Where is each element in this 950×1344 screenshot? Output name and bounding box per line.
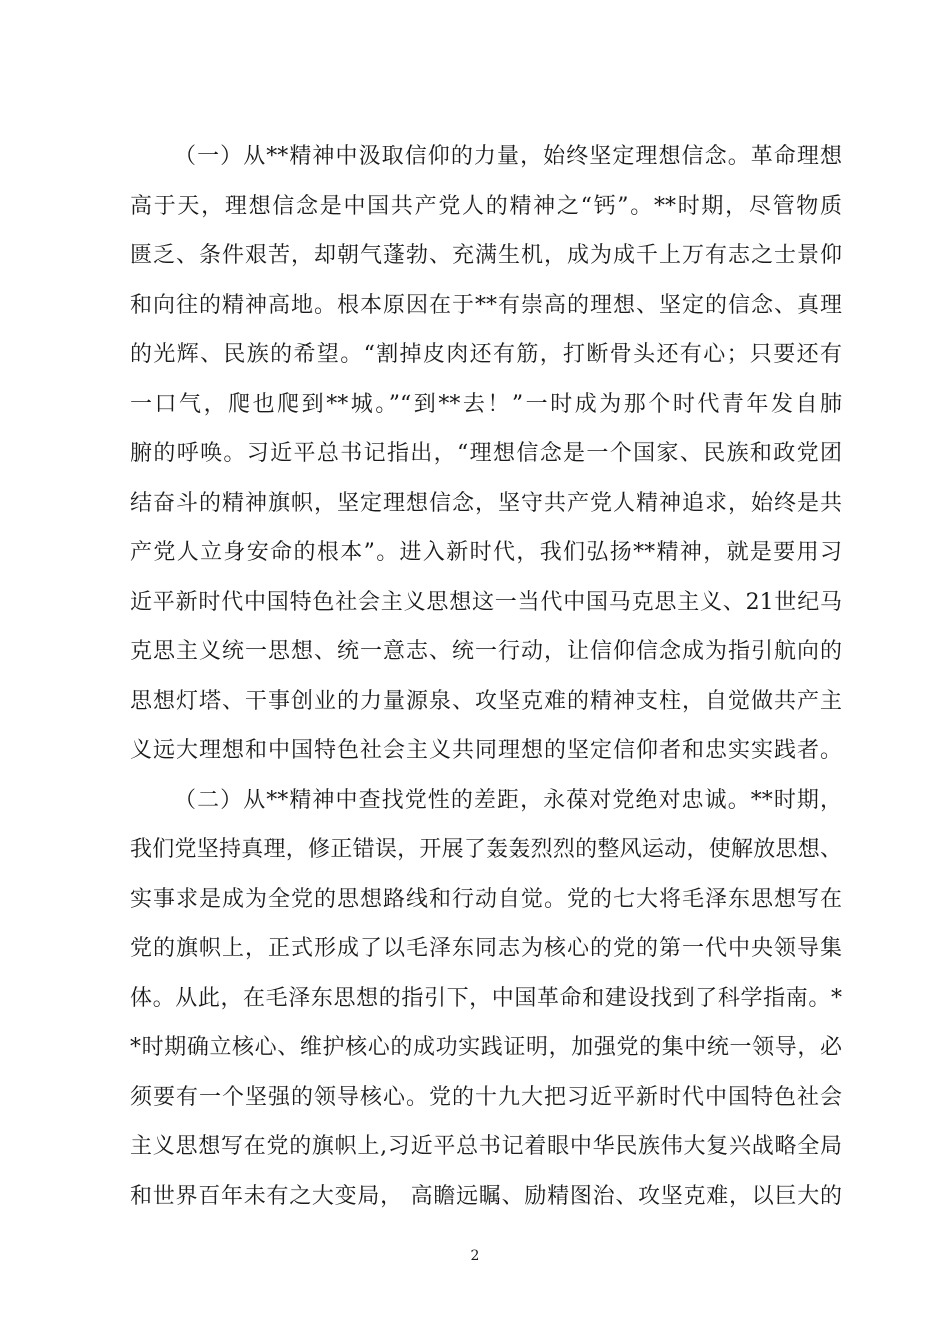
paragraph-1-line: （一）从**精神中汲取信仰的力量，始终坚定理想信念。革命理想 [174,144,842,169]
paragraph-2-line: *时期确立核心、维护核心的成功实践证明，加强党的集中统一领导，必 [130,1035,842,1060]
paragraph-1-line: 和向往的精神高地。根本原因在于**有崇高的理想、坚定的信念、真理 [130,292,842,318]
paragraph-1-line: 近平新时代中国特色社会主义思想这一当代中国马克思主义、21世纪马 [130,589,842,615]
paragraph-2-line: 体。从此，在毛泽东思想的指引下，中国革命和建设找到了科学指南。* [130,985,842,1011]
body-text [130,132,842,1221]
paragraph-1-line: 思想灯塔、干事创业的力量源泉、攻坚克难的精神支柱，自觉做共产主 [130,688,842,714]
paragraph-2-line: 须要有一个坚强的领导核心。党的十九大把习近平新时代中国特色社会 [130,1084,842,1110]
paragraph-1-line: 义远大理想和中国特色社会主义共同理想的坚定信仰者和忠实实践者。 [130,738,842,763]
paragraph-1-line: 克思主义统一思想、统一意志、统一行动，让信仰信念成为指引航向的 [130,639,842,664]
page-number: 2 [470,1248,480,1264]
paragraph-1-line: 的光辉、民族的希望。“割掉皮肉还有筋，打断骨头还有心；只要还有 [130,342,842,367]
paragraph-1-line: 产党人立身安命的根本”。进入新时代，我们弘扬**精神，就是要用习 [130,540,842,565]
paragraph-2-line: 主义思想写在党的旗帜上,习近平总书记着眼中华民族伟大复兴战略全局 [130,1134,842,1159]
paragraph-1-line: 结奋斗的精神旗帜，坚定理想信念，坚守共产党人精神追求，始终是共 [130,490,842,516]
paragraph-2-line: 和世界百年未有之大变局， 高瞻远瞩、励精图治、攻坚克难，以巨大的 [130,1183,842,1209]
paragraph-2-line: 实事求是成为全党的思想路线和行动自觉。党的七大将毛泽东思想写在 [130,886,842,912]
paragraph-1-line: 匮乏、条件艰苦，却朝气蓬勃、充满生机，成为成千上万有志之士景仰 [130,243,842,268]
paragraph-2-line: 党的旗帜上，正式形成了以毛泽东同志为核心的党的第一代中央领导集 [130,936,842,961]
paragraph-2-line: （二）从**精神中查找党性的差距，永葆对党绝对忠诚。**时期， [174,787,842,813]
paragraph-2-line: 我们党坚持真理，修正错误，开展了轰轰烈烈的整风运动，使解放思想、 [130,837,842,862]
paragraph-1-line: 高于天，理想信念是中国共产党人的精神之“钙”。**时期，尽管物质 [130,193,842,219]
paragraph-1-line: 一口气，爬也爬到**城。”“到**去！”一时成为那个时代青年发自肺 [130,391,842,417]
paragraph-1-line: 腑的呼唤。习近平总书记指出，“理想信念是一个国家、民族和政党团 [130,441,842,466]
